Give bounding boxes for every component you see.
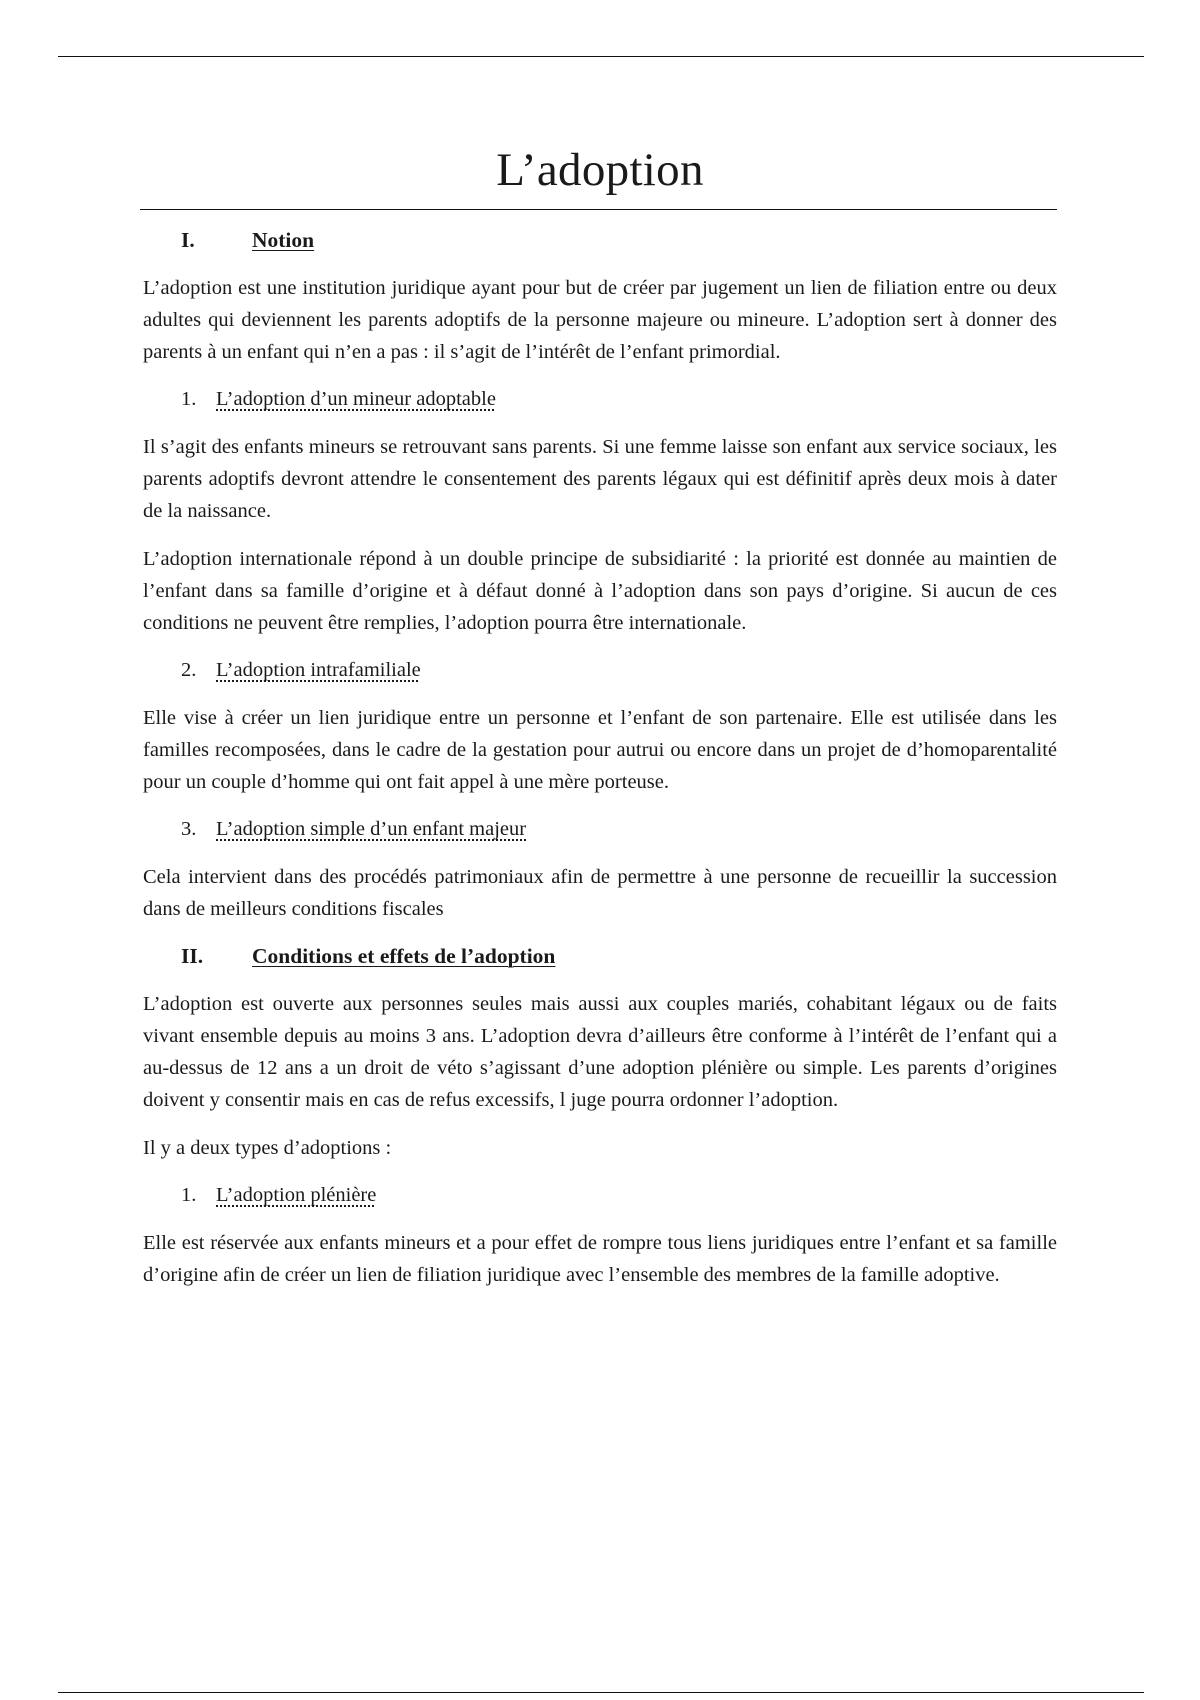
paragraph-mineur-2: L’adoption internationale répond à un double principe de subsidiarité : la priorité est donnée au maintien de l’enfant dans sa famille d’origine et à défaut donné à l’adoption dans son pays d’origine. Si aucun de ces conditions ne peuvent être remplies, l’adoption pourra être internationale. bbox=[143, 548, 1057, 634]
subheading-number: 1. bbox=[181, 1184, 197, 1206]
paragraph-mineur-1: Il s’agit des enfants mineurs se retrouvant sans parents. Si une femme laisse son enfant aux service sociaux, les parents adoptifs devront attendre le consentement des parents légaux qui est définitif après deux mois à dater de la naissance. bbox=[143, 436, 1057, 522]
title-underline-rule bbox=[140, 209, 1057, 210]
section-title: Notion bbox=[252, 228, 315, 252]
subheading-mineur-adoptable bbox=[143, 384, 1057, 414]
document-title: L’adoption bbox=[496, 144, 704, 196]
subheading-number: 1. bbox=[181, 388, 197, 410]
subheading-intrafamiliale bbox=[143, 655, 1057, 685]
section-heading-notion bbox=[143, 225, 1057, 255]
subheading-number: 3. bbox=[181, 818, 197, 840]
subheading-number: 2. bbox=[181, 659, 197, 681]
section-number: II. bbox=[181, 944, 204, 968]
section-title: Conditions et effets de l’adoption bbox=[252, 944, 556, 968]
subheading-simple-majeur bbox=[143, 814, 1057, 844]
paragraph-intrafamiliale: Elle vise à créer un lien juridique entre un personne et l’enfant de son partenaire. Elle est utilisée dans les familles recomposées, dans le cadre de la gestation pour autrui ou encore dans un projet de d’homoparentalité pour un couple d’homme qui ont fait appel à une mère porteuse. bbox=[143, 707, 1057, 793]
subheading-title: L’adoption d’un mineur adoptable bbox=[216, 388, 496, 410]
paragraph-notion-intro: L’adoption est une institution juridique ayant pour but de créer par jugement un lien de filiation entre ou deux adultes qui deviennent les parents adoptifs de la personne majeure ou mineure. L’adoption sert à donner des parents à un enfant qui n’en a pas : il s’agit de l’intérêt de l’enfant primordial. bbox=[143, 277, 1057, 363]
paragraph-conditions-1: L’adoption est ouverte aux personnes seules mais aussi aux couples mariés, cohabitant légaux ou de faits vivant ensemble depuis au moins 3 ans. L’adoption devra d’ailleurs être conforme à l’intérêt de l’enfant qui a au-dessus de 12 ans a un droit de véto s’agissant d’une adoption plénière ou simple. Les parents d’origines doivent y consentir mais en cas de refus excessifs, l juge pourra ordonner l’adoption. bbox=[143, 993, 1057, 1111]
document-flow bbox=[143, 225, 1057, 1307]
page-top-rule bbox=[58, 56, 1144, 57]
subheading-pleniere bbox=[143, 1180, 1057, 1210]
paragraph-pleniere: Elle est réservée aux enfants mineurs et a pour effet de rompre tous liens juridiques entre l’enfant et sa famille d’origine afin de créer un lien de filiation juridique avec l’ensemble des membres de la famille adoptive. bbox=[143, 1232, 1057, 1286]
page-bottom-rule bbox=[58, 1692, 1144, 1693]
paragraph-conditions-2: Il y a deux types d’adoptions : bbox=[143, 1137, 392, 1159]
subheading-title: L’adoption intrafamiliale bbox=[216, 659, 421, 681]
paragraph-simple-majeur: Cela intervient dans des procédés patrimoniaux afin de permettre à une personne de recueillir la succession dans de meilleurs conditions fiscales bbox=[143, 866, 1057, 920]
section-heading-conditions bbox=[143, 941, 1057, 971]
subheading-title: L’adoption simple d’un enfant majeur bbox=[216, 818, 527, 840]
subheading-title: L’adoption plénière bbox=[216, 1184, 377, 1206]
section-number: I. bbox=[181, 228, 195, 252]
